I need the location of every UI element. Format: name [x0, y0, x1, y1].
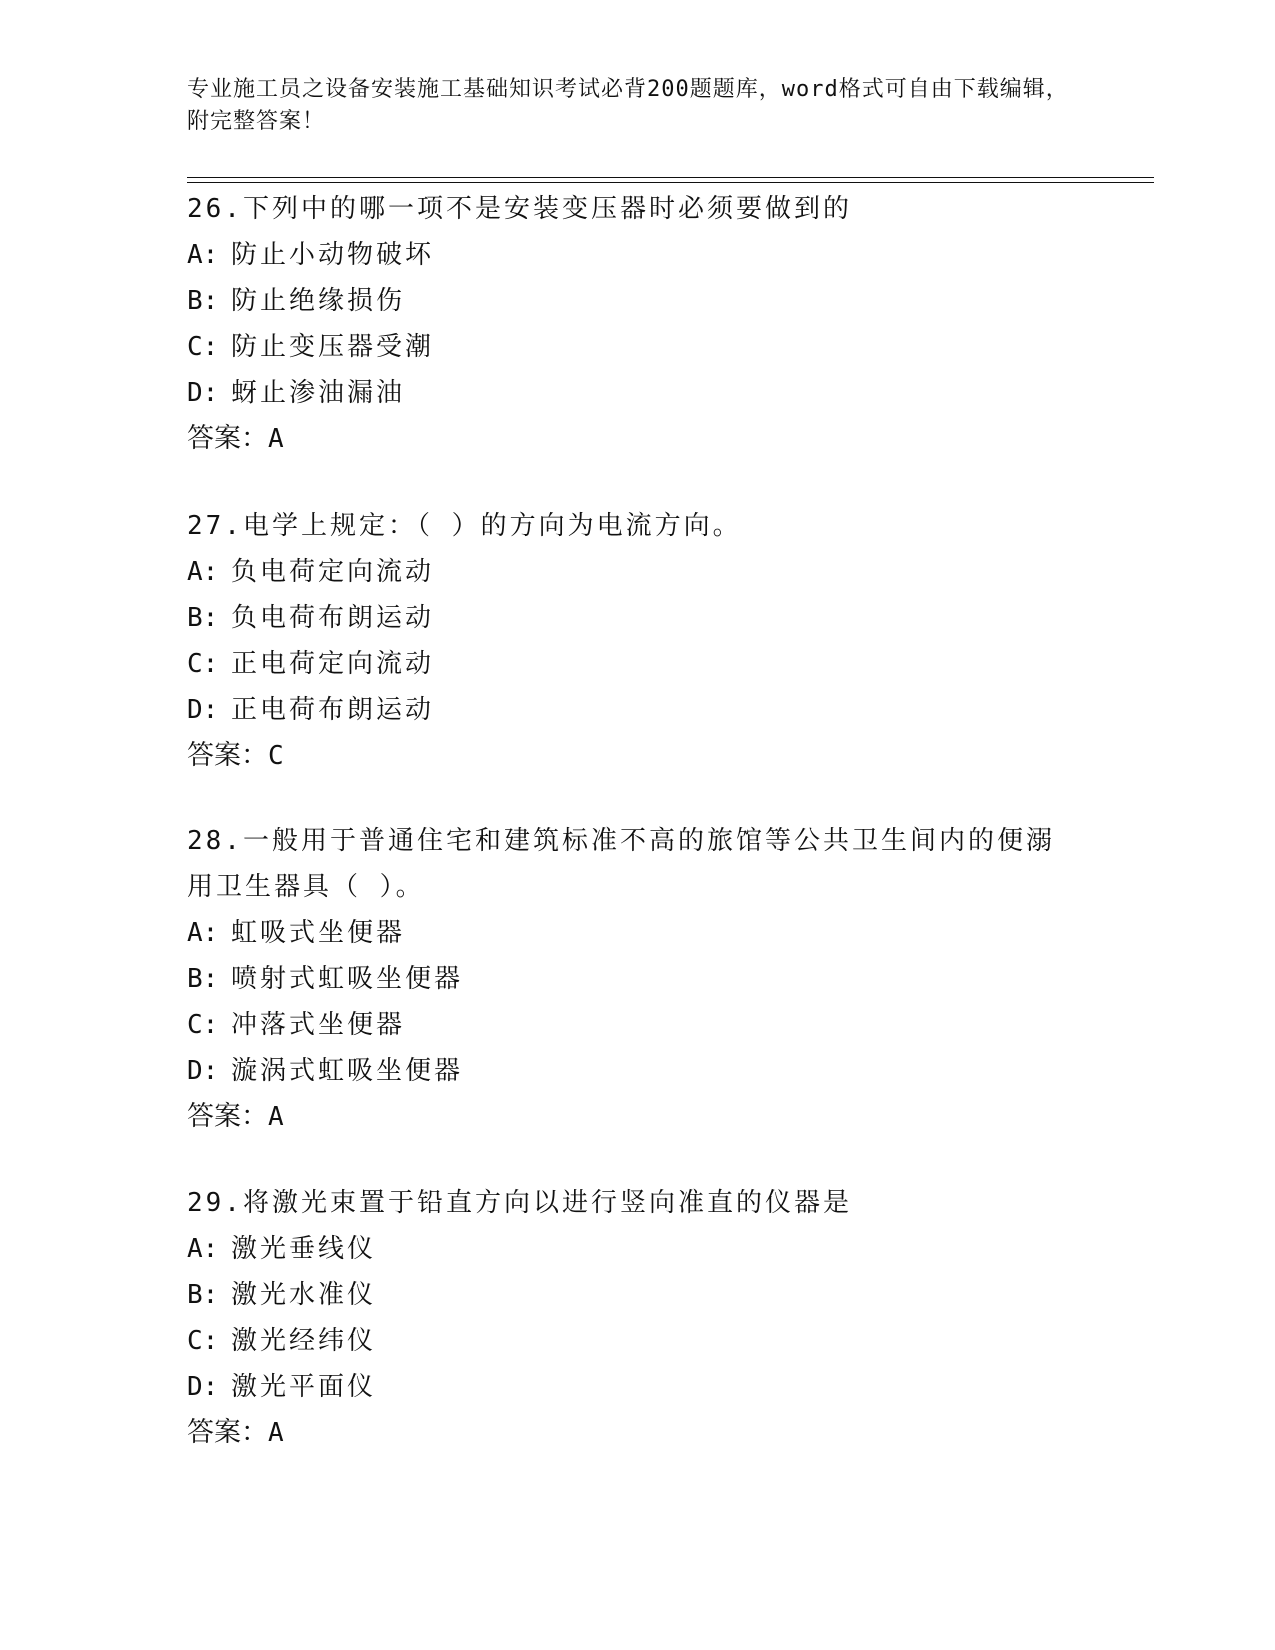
- option-letter: B:: [187, 286, 219, 316]
- option-text: 正电荷布朗运动: [231, 695, 435, 725]
- option-letter: A:: [187, 918, 219, 948]
- answer-value: A: [268, 1102, 284, 1132]
- answer-line: [187, 1094, 1087, 1140]
- answer-label: 答案：: [187, 740, 268, 771]
- answer-label: 答案：: [187, 1101, 268, 1132]
- option-letter: A:: [187, 240, 219, 270]
- option-letter: B:: [187, 1280, 219, 1310]
- option-text: 激光平面仪: [231, 1372, 377, 1402]
- header-divider-top: [187, 177, 1154, 178]
- option-text: 防止绝缘损伤: [231, 286, 406, 316]
- header-divider-bottom: [187, 182, 1154, 183]
- option-a: [187, 910, 1087, 956]
- question-title: 26.下列中的哪一项不是安装变压器时必须要做到的: [187, 194, 852, 224]
- answer-value: C: [268, 741, 284, 771]
- option-letter: C:: [187, 332, 219, 362]
- option-letter: C:: [187, 1010, 219, 1040]
- document-header: 专业施工员之设备安装施工基础知识考试必背200题题库，word格式可自由下载编辑，附完整答案！: [187, 77, 1069, 134]
- option-d: [187, 687, 1087, 733]
- option-text: 负电荷布朗运动: [231, 603, 435, 633]
- question-27: [187, 503, 1087, 779]
- question-title: 28.一般用于普通住宅和建筑标准不高的旅馆等公共卫生间内的便溺用卫生器具（ ）。: [187, 826, 1055, 902]
- question-28: [187, 818, 1087, 1140]
- option-d: [187, 1364, 1087, 1410]
- question-26: [187, 186, 1087, 462]
- option-letter: B:: [187, 964, 219, 994]
- option-letter: A:: [187, 557, 219, 587]
- option-text: 防止变压器受潮: [231, 332, 435, 362]
- question-29: [187, 1180, 1087, 1456]
- option-text: 喷射式虹吸坐便器: [231, 964, 464, 994]
- option-c: [187, 1318, 1087, 1364]
- option-c: [187, 641, 1087, 687]
- option-d: [187, 1048, 1087, 1094]
- option-letter: D:: [187, 695, 219, 725]
- option-a: [187, 549, 1087, 595]
- option-d: [187, 370, 1087, 416]
- option-letter: D:: [187, 378, 219, 408]
- option-letter: C:: [187, 1326, 219, 1356]
- option-b: [187, 278, 1087, 324]
- answer-line: [187, 1410, 1087, 1456]
- option-letter: B:: [187, 603, 219, 633]
- answer-value: A: [268, 424, 284, 454]
- option-letter: D:: [187, 1372, 219, 1402]
- option-a: [187, 1226, 1087, 1272]
- option-text: 激光经纬仪: [231, 1326, 377, 1356]
- answer-label: 答案：: [187, 1417, 268, 1448]
- option-text: 防止小动物破坏: [231, 240, 435, 270]
- option-text: 正电荷定向流动: [231, 649, 435, 679]
- answer-line: [187, 416, 1087, 462]
- option-letter: C:: [187, 649, 219, 679]
- question-title: 27.电学上规定：（ ）的方向为电流方向。: [187, 511, 742, 541]
- option-letter: A:: [187, 1234, 219, 1264]
- option-b: [187, 595, 1087, 641]
- option-b: [187, 1272, 1087, 1318]
- option-a: [187, 232, 1087, 278]
- answer-line: [187, 733, 1087, 779]
- option-text: 冲落式坐便器: [231, 1010, 406, 1040]
- option-text: 漩涡式虹吸坐便器: [231, 1056, 464, 1086]
- answer-value: A: [268, 1418, 284, 1448]
- answer-label: 答案：: [187, 423, 268, 454]
- option-text: 蚜止渗油漏油: [231, 378, 406, 408]
- option-b: [187, 956, 1087, 1002]
- question-title: 29.将激光束置于铅直方向以进行竖向准直的仪器是: [187, 1188, 852, 1218]
- option-letter: D:: [187, 1056, 219, 1086]
- option-text: 负电荷定向流动: [231, 557, 435, 587]
- option-c: [187, 1002, 1087, 1048]
- option-text: 虹吸式坐便器: [231, 918, 406, 948]
- option-text: 激光水准仪: [231, 1280, 377, 1310]
- option-text: 激光垂线仪: [231, 1234, 377, 1264]
- option-c: [187, 324, 1087, 370]
